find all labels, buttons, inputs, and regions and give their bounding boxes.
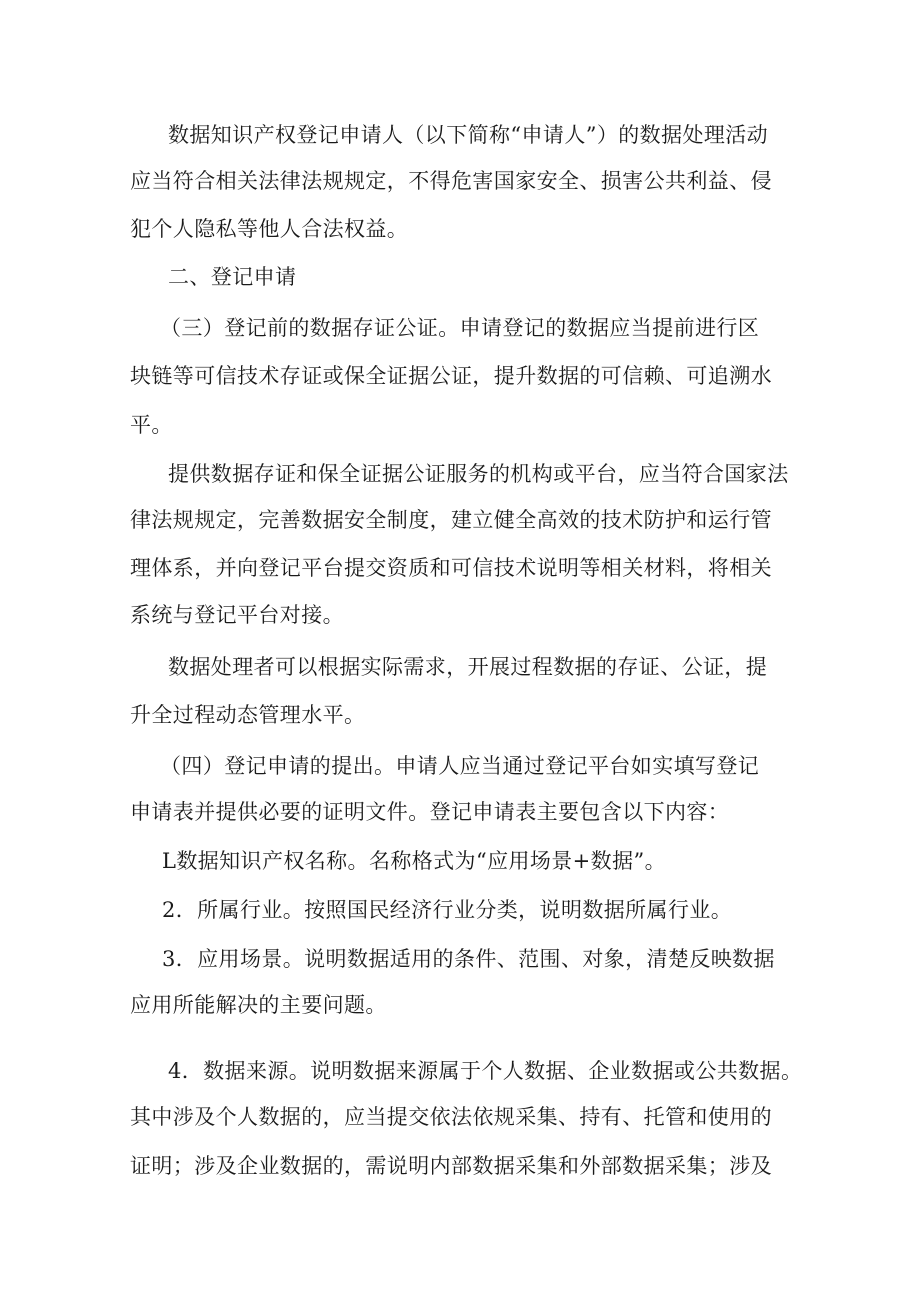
paragraph-line: 系统与登记平台对接。 bbox=[130, 603, 344, 627]
list-item-line: 4．数据来源。说明数据来源属于个人数据、企业数据或公共数据。 bbox=[168, 1059, 803, 1083]
list-item-line: 3．应用场景。说明数据适用的条件、范围、对象，清楚反映数据 bbox=[162, 947, 775, 971]
paragraph-line: （四）登记申请的提出。申请人应当通过登记平台如实填写登记 bbox=[160, 754, 760, 778]
paragraph-line: 提供数据存证和保全证据公证服务的机构或平台，应当符合国家法 bbox=[168, 462, 789, 486]
paragraph-line: 犯个人隐私等他人合法权益。 bbox=[130, 217, 409, 241]
paragraph-line: 理体系，并向登记平台提交资质和可信技术说明等相关材料，将相关 bbox=[130, 556, 772, 580]
list-item-line: L数据知识产权名称。名称格式为“应用场景+数据”。 bbox=[162, 849, 667, 873]
paragraph-line: 数据知识产权登记申请人（以下简称“申请人”）的数据处理活动 bbox=[168, 123, 769, 147]
paragraph-line: 平。 bbox=[130, 413, 173, 437]
paragraph-line: 应当符合相关法律法规规定，不得危害国家安全、损害公共利益、侵 bbox=[130, 169, 772, 193]
paragraph-line: 其中涉及个人数据的，应当提交依法依规采集、持有、托管和使用的 bbox=[130, 1105, 772, 1129]
paragraph-line: 申请表并提供必要的证明文件。登记申请表主要包含以下内容： bbox=[130, 800, 730, 824]
list-item-line: 应用所能解决的主要问题。 bbox=[130, 993, 387, 1017]
paragraph-line: 数据处理者可以根据实际需求，开展过程数据的存证、公证，提 bbox=[168, 655, 768, 679]
paragraph-line: 升全过程动态管理水平。 bbox=[130, 703, 366, 727]
paragraph-line: 律法规规定，完善数据安全制度，建立健全高效的技术防护和运行管 bbox=[130, 508, 772, 532]
paragraph-line: 块链等可信技术存证或保全证据公证，提升数据的可信赖、可追溯水 bbox=[130, 364, 772, 388]
paragraph-line: 证明；涉及企业数据的，需说明内部数据采集和外部数据采集；涉及 bbox=[130, 1154, 772, 1178]
list-item-line: 2．所属行业。按照国民经济行业分类，说明数据所属行业。 bbox=[162, 898, 733, 922]
section-heading: 二、登记申请 bbox=[168, 265, 297, 289]
paragraph-line: （三）登记前的数据存证公证。申请登记的数据应当提前进行区 bbox=[160, 316, 760, 340]
